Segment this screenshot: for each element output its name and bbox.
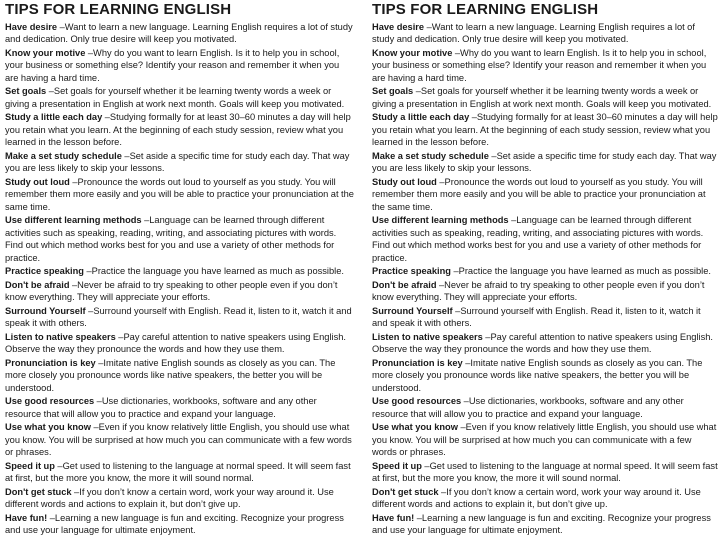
tip-body: Get used to listening to the language at normal speed. It will seem fast at first, but the more you know, the more it will sound normal. xyxy=(5,460,351,484)
tip-term: Know your motive xyxy=(5,48,86,58)
tip-term: Know your motive xyxy=(372,48,453,58)
tip-term: Have fun! xyxy=(5,512,48,523)
tip-body: Set aside a specific time for study each day. That way you are less likely to skip your lessons. xyxy=(372,150,717,174)
tip-term: Make a set study schedule xyxy=(372,150,489,161)
tip-item xyxy=(372,214,718,264)
tip-body: Why do you want to learn English. Is it to help you in school, your business or something else? Identify your reason and remember it when you are having a hard time. xyxy=(5,48,340,83)
tip-item xyxy=(372,265,718,277)
tip-dash: – xyxy=(482,331,491,342)
tip-term: Don't get stuck xyxy=(372,486,439,497)
tip-item xyxy=(372,486,718,511)
tip-dash: – xyxy=(424,22,432,32)
tip-dash: – xyxy=(452,305,461,316)
tip-term: Practice speaking xyxy=(5,266,84,277)
tip-body: Set goals for yourself whether it be learning twenty words a week or giving a presentation in English at work next month. Goals will keep you motivated. xyxy=(372,86,712,109)
tip-item xyxy=(5,150,354,175)
tip-term: Use good resources xyxy=(5,396,95,407)
tip-term: Have fun! xyxy=(372,512,415,523)
tip-term: Set goals xyxy=(5,86,47,97)
tip-item xyxy=(5,176,354,213)
tip-body: Pronounce the words out loud to yourself as you study. You will remember them more easily and you will be able to practice your pronunciation at the same time. xyxy=(5,176,354,212)
tip-body: Learning a new language is fun and exciting. Recognize your progress and use your language for ultimate enjoyment. xyxy=(372,512,711,536)
tip-dash: – xyxy=(83,266,92,277)
tip-dash: – xyxy=(46,86,54,97)
tip-term: Speed it up xyxy=(372,460,422,471)
tip-item xyxy=(5,395,354,420)
tip-dash: – xyxy=(462,357,471,368)
tip-body: Imitate native English sounds as closely as you can. The more closely you pronounce words like native speakers, the better you will be understood. xyxy=(372,357,703,393)
tip-dash: – xyxy=(508,215,517,226)
tip-body: Studying formally for at least 30–60 minutes a day will help you retain what you learn. At the beginning of each study session, review what you learned in the lesson before. xyxy=(372,112,718,148)
tip-dash: – xyxy=(85,305,94,316)
tip-body: Studying formally for at least 30–60 minutes a day will help you retain what you learn. At the beginning of each study session, review what you learned in the lesson before. xyxy=(5,112,351,148)
tip-term: Surround Yourself xyxy=(372,305,453,316)
tip-dash: – xyxy=(413,86,421,97)
tip-body: Use dictionaries, workbooks, software and any other resource that will allow you to practice and expand your language. xyxy=(5,396,317,419)
tip-item xyxy=(5,111,354,148)
tip-dash: – xyxy=(54,460,63,471)
tip-term: Study out loud xyxy=(372,176,437,187)
tip-item xyxy=(5,85,354,110)
tip-term: Pronunciation is key xyxy=(372,357,463,368)
tip-item xyxy=(5,265,354,277)
right-column xyxy=(360,0,720,540)
tip-dash: – xyxy=(461,396,469,407)
page-title: TIPS FOR LEARNING ENGLISH xyxy=(5,1,232,18)
tip-term: Don't be afraid xyxy=(5,279,70,290)
tip-body: Surround yourself with English. Read it, listen to it, watch it and speak it with others. xyxy=(5,305,352,329)
tip-body: Pay careful attention to native speakers using English. Observe the way they pronounce the words and how they use them. xyxy=(372,331,714,355)
tip-item xyxy=(5,279,354,304)
tip-body: Practice the language you have learned as much as possible. xyxy=(91,266,344,277)
tip-item xyxy=(5,305,354,330)
tip-term: Don't get stuck xyxy=(5,486,72,497)
tip-dash: – xyxy=(438,486,447,497)
tip-dash: – xyxy=(457,422,466,433)
tip-item xyxy=(5,47,354,84)
tip-body: Never be afraid to try speaking to other people even if you don’t know everything. They will appreciate your efforts. xyxy=(5,279,338,303)
tip-dash: – xyxy=(47,512,55,523)
tip-item xyxy=(372,512,718,537)
tip-term: Speed it up xyxy=(5,460,55,471)
tip-dash: – xyxy=(421,460,430,471)
tip-body: Pay careful attention to native speakers using English. Observe the way they pronounce the words and how they use them. xyxy=(5,331,347,355)
tip-item xyxy=(5,357,354,394)
tip-dash: – xyxy=(115,331,124,342)
tip-dash: – xyxy=(95,357,104,368)
page-title: TIPS FOR LEARNING ENGLISH xyxy=(372,1,599,18)
tip-item xyxy=(372,279,718,304)
tip-body: Set goals for yourself whether it be learning twenty words a week or giving a presentation in English at work next month. Goals will keep you motivated. xyxy=(5,86,345,109)
tip-dash: – xyxy=(69,176,78,187)
tip-term: Use what you know xyxy=(5,422,91,433)
tip-dash: – xyxy=(85,48,94,58)
tip-dash: – xyxy=(57,22,65,32)
tip-term: Study a little each day xyxy=(372,112,470,123)
tip-body: If you don’t know a certain word, work your way around it. Use different words and actions to explain it, but don’t give up. xyxy=(5,486,334,510)
tip-dash: – xyxy=(450,266,459,277)
tip-dash: – xyxy=(414,512,422,523)
tip-dash: – xyxy=(90,422,99,433)
tip-body: Imitate native English sounds as closely as you can. The more closely you pronounce words like native speakers, the better you will be understood. xyxy=(5,357,336,393)
tip-term: Surround Yourself xyxy=(5,305,86,316)
tip-item xyxy=(5,486,354,511)
tip-body: Language can be learned through different activities such as speaking, reading, writing, and associating pictures with words. Find out which method works best for you and use a variety of other methods for practice. xyxy=(5,215,337,263)
tip-body: Surround yourself with English. Read it, listen to it, watch it and speak it with others. xyxy=(372,305,701,329)
tip-term: Don't be afraid xyxy=(372,279,437,290)
tip-dash: – xyxy=(69,279,78,290)
tip-dash: – xyxy=(488,150,497,161)
tips-list-right xyxy=(372,21,718,537)
tip-term: Use what you know xyxy=(372,422,458,433)
tip-item xyxy=(5,460,354,485)
tip-body: Even if you know relatively little English, you should use what you know. You will be surprised at how much you can communicate with a few words or phrases. xyxy=(372,422,717,458)
tip-dash: – xyxy=(121,150,130,161)
tip-term: Study out loud xyxy=(5,176,70,187)
tip-item xyxy=(5,21,354,46)
tip-item xyxy=(5,214,354,264)
tip-term: Use good resources xyxy=(372,396,462,407)
tip-term: Study a little each day xyxy=(5,112,103,123)
tip-body: Why do you want to learn English. Is it to help you in school, your business or something else? Identify your reason and remember it when you are having a hard time. xyxy=(372,48,707,83)
tip-term: Use different learning methods xyxy=(372,215,509,226)
tip-item xyxy=(372,331,718,356)
tip-body: If you don’t know a certain word, work your way around it. Use different words and actions to explain it, but don’t give up. xyxy=(372,486,701,510)
tip-item xyxy=(372,21,718,46)
tip-item xyxy=(5,331,354,356)
tip-item xyxy=(5,421,354,458)
tip-dash: – xyxy=(452,48,461,58)
tip-item xyxy=(372,395,718,420)
tip-item xyxy=(372,47,718,84)
tip-dash: – xyxy=(436,176,445,187)
tip-item xyxy=(372,176,718,213)
tip-term: Listen to native speakers xyxy=(5,331,116,342)
tip-term: Use different learning methods xyxy=(5,215,142,226)
tip-dash: – xyxy=(71,486,80,497)
tip-body: Want to learn a new language. Learning English requires a lot of study and dedication. Only true desire will keep you motivated. xyxy=(372,22,695,45)
tip-item xyxy=(372,150,718,175)
tip-body: Pronounce the words out loud to yourself as you study. You will remember them more easily and you will be able to practice your pronunciation at the same time. xyxy=(372,176,706,212)
tip-dash: – xyxy=(141,215,150,226)
tips-list-left xyxy=(5,21,354,537)
tip-body: Use dictionaries, workbooks, software and any other resource that will allow you to practice and expand your language. xyxy=(372,396,684,419)
tip-item xyxy=(372,111,718,148)
tip-item xyxy=(372,421,718,458)
tip-dash: – xyxy=(436,279,445,290)
tip-term: Set goals xyxy=(372,86,414,97)
tip-term: Have desire xyxy=(372,22,425,32)
tip-body: Even if you know relatively little English, you should use what you know. You will be surprised at how much you can communicate with a few words or phrases. xyxy=(5,422,352,458)
tip-item xyxy=(372,460,718,485)
tip-term: Practice speaking xyxy=(372,266,451,277)
tip-item xyxy=(372,357,718,394)
tip-body: Want to learn a new language. Learning English requires a lot of study and dedication. Only true desire will keep you motivated. xyxy=(5,22,353,45)
tip-term: Pronunciation is key xyxy=(5,357,96,368)
tip-term: Have desire xyxy=(5,22,58,32)
tip-dash: – xyxy=(469,112,477,123)
tip-body: Set aside a specific time for study each day. That way you are less likely to skip your lessons. xyxy=(5,150,350,174)
tip-dash: – xyxy=(94,396,102,407)
tip-item xyxy=(5,512,354,537)
tip-body: Language can be learned through different activities such as speaking, reading, writing, and associating pictures with words. Find out which method works best for you and use a variety of other methods for practice. xyxy=(372,215,704,263)
tip-body: Practice the language you have learned as much as possible. xyxy=(458,266,711,277)
tip-body: Never be afraid to try speaking to other people even if you don’t know everything. They will appreciate your efforts. xyxy=(372,279,705,303)
tip-term: Make a set study schedule xyxy=(5,150,122,161)
tip-term: Listen to native speakers xyxy=(372,331,483,342)
tip-dash: – xyxy=(102,112,110,123)
tip-item xyxy=(372,85,718,110)
tip-item xyxy=(372,305,718,330)
tip-body: Get used to listening to the language at normal speed. It will seem fast at first, but the more you know, the more it will sound normal. xyxy=(372,460,718,484)
tip-body: Learning a new language is fun and exciting. Recognize your progress and use your language for ultimate enjoyment. xyxy=(5,512,344,536)
